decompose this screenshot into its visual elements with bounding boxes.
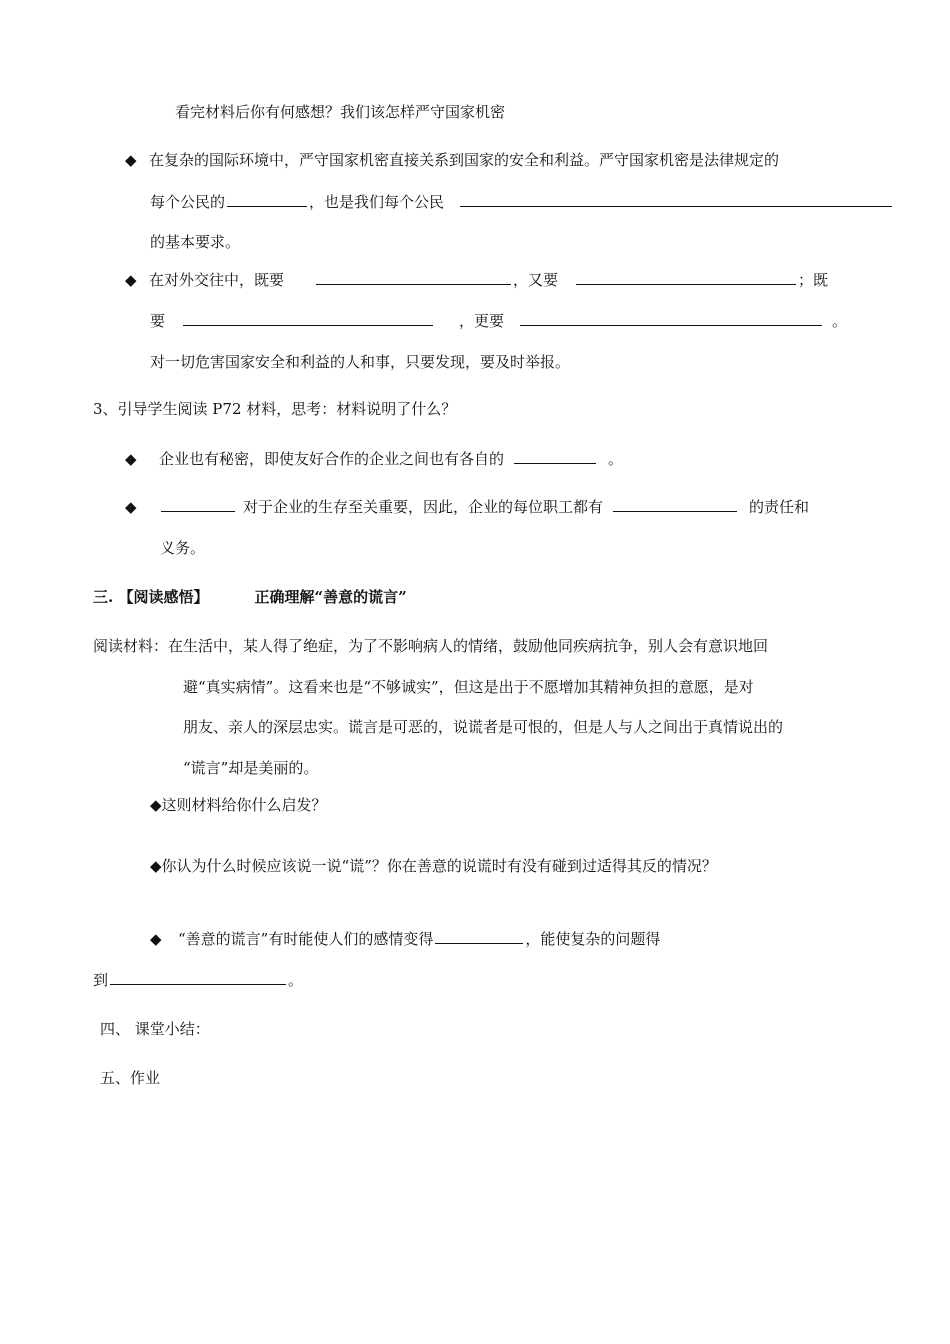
bullet-2-text-1a: 在对外交往中，既要: [149, 271, 285, 289]
answer-blank[interactable]: [613, 497, 737, 512]
bullet-1-text-1: 在复杂的国际环境中，严守国家机密直接关系到国家的安全和利益。严守国家机密是法律规定的: [149, 151, 780, 169]
answer-blank[interactable]: [227, 192, 307, 207]
bullet-2-text-2a: 要: [150, 312, 166, 330]
bullet-2-text-2c: 。: [832, 312, 848, 330]
bullet-1-text-2b: ，也是我们每个公民: [309, 193, 445, 211]
section-reading-heading: [93, 587, 407, 607]
section-3-text-1a: 企业也有秘密，即使友好合作的企业之间也有各自的: [159, 450, 505, 468]
answer-blank[interactable]: [435, 929, 523, 944]
section-3-bullet-2: [125, 497, 809, 517]
diamond-icon: ◆: [125, 271, 137, 289]
reading-para-1: 阅读材料：在生活中，某人得了绝症，为了不影响病人的情绪，鼓励他同疾病抗争，别人会有意识地回: [93, 637, 769, 655]
bullet-2-line-3: 对一切危害国家安全和利益的人和事，只要发现，要及时举报。: [150, 353, 571, 371]
diamond-icon: ◆: [150, 930, 162, 948]
answer-blank[interactable]: [316, 270, 511, 285]
bullet-2-text-1b: ，又要: [513, 271, 559, 289]
answer-blank[interactable]: [520, 311, 822, 326]
reading-question-3-cont: [93, 970, 303, 990]
diamond-icon: ◆: [125, 498, 137, 516]
section-summary-title: 四、 课堂小结：: [100, 1020, 210, 1038]
intro-question: 看完材料后你有何感想？我们该怎样严守国家机密: [175, 103, 506, 121]
diamond-icon: ◆: [125, 450, 137, 468]
answer-blank[interactable]: [110, 970, 286, 985]
reading-question-1-text: 这则材料给你什么启发？: [161, 796, 327, 814]
section-homework-title: 五、作业: [100, 1069, 161, 1087]
section-3-bullet-1: [125, 449, 623, 469]
section-3-text-2b: 的责任和: [749, 498, 810, 516]
bullet-1-text-2a: 每个公民的: [150, 193, 226, 211]
bullet-1-line-1: [125, 150, 779, 170]
answer-blank[interactable]: [161, 497, 235, 512]
reading-para-4: “谎言”却是美丽的。: [183, 759, 319, 777]
reading-question-1: [150, 795, 327, 815]
reading-question-3-text-d: 。: [288, 971, 304, 989]
reading-question-2: [150, 856, 717, 876]
bullet-2-line-1: [125, 270, 828, 290]
section-3-text-2c: 义务。: [160, 539, 206, 557]
bullet-2-line-2: [150, 311, 847, 331]
answer-blank[interactable]: [183, 311, 433, 326]
reading-question-3: [150, 929, 660, 949]
reading-question-3-text-a: “善意的谎言”有时能使人们的感情变得: [178, 930, 434, 948]
answer-blank[interactable]: [514, 449, 596, 464]
bullet-1-line-3: 的基本要求。: [150, 233, 241, 251]
section-3-text-1b: 。: [608, 450, 624, 468]
diamond-icon: ◆: [150, 857, 162, 875]
reading-para-2: 避“真实病情”。这看来也是“不够诚实”，但这是出于不愿增加其精神负担的意愿，是对: [183, 678, 754, 696]
reading-para-3: 朋友、亲人的深层忠实。谎言是可恶的，说谎者是可恨的，但是人与人之间出于真情说出的: [183, 718, 784, 736]
bullet-2-text-2b: ，更要: [459, 312, 505, 330]
reading-question-2-text: 你认为什么时候应该说一说“谎”？你在善意的说谎时有没有碰到过适得其反的情况？: [161, 857, 717, 875]
diamond-icon: ◆: [150, 796, 162, 814]
section-3-text-2a: 对于企业的生存至关重要，因此，企业的每位职工都有: [243, 498, 604, 516]
bullet-2-text-1c: ；既: [798, 271, 829, 289]
answer-blank[interactable]: [576, 270, 796, 285]
bullet-1-line-2: [150, 192, 894, 212]
heading-number-label: 三. 【阅读感悟】: [93, 588, 209, 606]
reading-question-3-text-c: 到: [93, 971, 109, 989]
answer-blank[interactable]: [460, 192, 892, 207]
diamond-icon: ◆: [125, 151, 137, 169]
heading-topic: 正确理解“善意的谎言”: [254, 588, 407, 606]
reading-question-3-text-b: ，能使复杂的问题得: [525, 930, 661, 948]
section-3-title: 3、引导学生阅读 P72 材料，思考：材料说明了什么？: [93, 400, 457, 418]
